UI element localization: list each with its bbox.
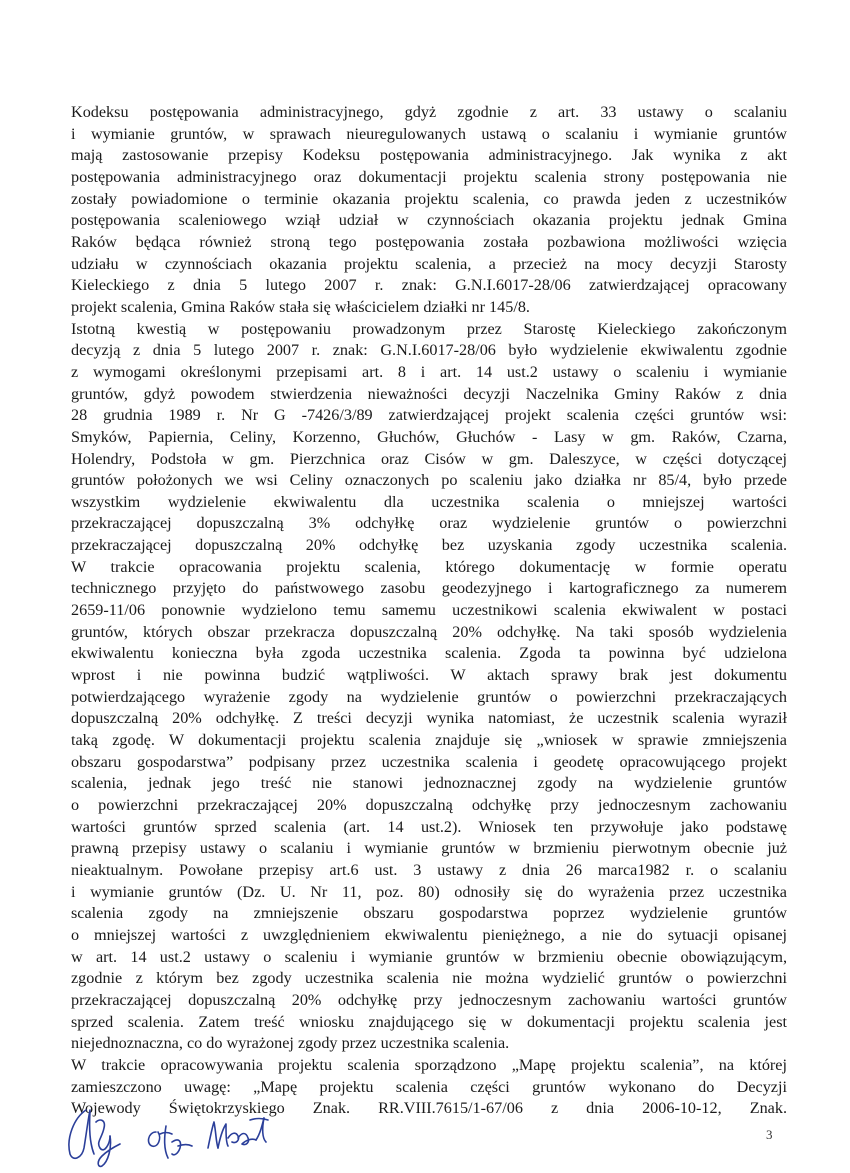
text-line: W trakcie opracowania projektu scalenia, którego dokumentację w formie operatu [71, 557, 787, 576]
text-line: przekraczającej dopuszczalną 20% odchyłkę przy jednoczesnym zachowaniu wartości gruntów [71, 990, 787, 1009]
text-line: zostały powiadomione o terminie okazania projektu scalenia, co prawda jeden z uczestników [71, 189, 787, 208]
text-line: dopuszczalną 20% odchyłkę. Z treści decyzji wynika natomiast, że uczestnik scalenia wyraził [71, 709, 787, 728]
text-line: postępowania scaleniowego wziął udział w czynnościach okazania projektu jednak Gmina [71, 211, 787, 230]
text-line: przekraczającej dopuszczalną 3% odchyłkę oraz wydzielenie gruntów o powierzchni [71, 514, 787, 533]
body-text [71, 102, 787, 1120]
text-line: scalenia, jednak jego treść nie stanowi jednoznacznej zgody na wydzielenie gruntów [71, 774, 787, 793]
text-line: Kodeksu postępowania administracyjnego, gdyż zgodnie z art. 33 ustawy o scalaniu [71, 103, 787, 121]
text-line: mają zastosowanie przepisy Kodeksu postępowania administracyjnego. Jak wynika z akt [71, 146, 787, 165]
text-line: zamieszczono uwagę: „Mapę projektu scalenia części gruntów wykonano do Decyzji [71, 1077, 787, 1096]
text-line: technicznego przyjęto do państwowego zasobu geodezyjnego i kartograficznego za numerem [71, 579, 787, 598]
text-line: W trakcie opracowywania projektu scalenia sporządzono „Mapę projektu scalenia”, na której [71, 1055, 787, 1074]
text-line: potwierdzającego wyrażenie zgody na wydzielenie gruntów o powierzchni przekraczających [71, 687, 787, 706]
text-line: prawną przepisy ustawy o scalaniu i wymianie gruntów w brzmieniu pierwotnym obecnie już [71, 839, 787, 858]
signature-initials-graphic [60, 1098, 300, 1168]
text-line: udziału w czynnościach okazania projektu scalenia, a przecież na mocy decyzji Starosty [71, 254, 787, 273]
text-line: postępowania administracyjnego oraz dokumentacji projektu scalenia strony postępowania nie [71, 167, 787, 186]
text-line: gruntów położonych we wsi Celiny oznaczonych po scaleniu jako działka nr 85/4, było przede [71, 471, 787, 490]
text-line: gruntów, gdyż powodem stwierdzenia nieważności decyzji Naczelnika Gminy Raków z dnia [71, 384, 787, 403]
text-line: i wymianie gruntów, w sprawach nieuregulowanych ustawą o scalaniu i wymianie gruntów [71, 124, 787, 143]
text-line: sprzed scalenia. Zatem treść wniosku znajdującego się w dokumentacji projektu scalenia jest [71, 1012, 787, 1031]
text-line: z wymogami określonymi przepisami art. 8 i art. 14 ust.2 ustawy o scaleniu i wymianie [71, 362, 787, 381]
text-line: gruntów, których obszar przekracza dopuszczalną 20% odchyłkę. Na taki sposób wydzielenia [71, 622, 787, 641]
text-line: wszystkim wydzielenie ekwiwalentu dla uczestnika scalenia o mniejszej wartości [71, 492, 787, 511]
text-line: decyzją z dnia 5 lutego 2007 r. znak: G.N.I.6017-28/06 było wydzielenie ekwiwalentu zgodnie [71, 341, 787, 360]
text-line: projekt scalenia, Gmina Raków stała się właścicielem działki nr 145/8. [71, 297, 530, 316]
text-line: Holendry, Podstoła w gm. Pierzchnica oraz Cisów w gm. Daleszyce, w części dotyczącej [71, 449, 787, 468]
page-number: 3 [766, 1127, 773, 1142]
text-line: zgodnie z którym bez zgody uczestnika scalenia nie można wydzielić gruntów o powierzchni [71, 969, 787, 988]
text-line: Smyków, Papiernia, Celiny, Korzenno, Głuchów, Głuchów - Lasy w gm. Raków, Czarna, [71, 427, 787, 446]
text-line: Wojewody Świętokrzyskiego Znak. RR.VIII.7615/1-67/06 z dnia 2006-10-12, Znak. [71, 1099, 787, 1118]
text-line: scalenia zgody na zmniejszenie obszaru gospodarstwa poprzez wydzielenie gruntów [71, 904, 787, 923]
text-line: w art. 14 ust.2 ustawy o scaleniu i wymianie gruntów w brzmieniu obecnie obowiązującym, [71, 947, 787, 966]
text-line: obszaru gospodarstwa” podpisany przez uczestnika scalenia i geodetę opracowującego projekt [71, 752, 787, 771]
text-line: Istotną kwestią w postępowaniu prowadzonym przez Starostę Kieleckiego zakończonym [71, 319, 787, 338]
text-line: wartości gruntów sprzed scalenia (art. 14 ust.2). Wniosek ten przywołuje jako podstawę [71, 817, 787, 836]
text-line: przekraczającej dopuszczalną 20% odchyłkę bez uzyskania zgody uczestnika scalenia. [71, 536, 787, 555]
text-line: i wymianie gruntów (Dz. U. Nr 11, poz. 80) odnosiły się do wyrażenia przez uczestnika [71, 882, 787, 901]
text-line: nieaktualnym. Powołane przepisy art.6 ust. 3 ustawy z dnia 26 marca1982 r. o scalaniu [71, 860, 787, 879]
text-line: taką zgodę. W dokumentacji projektu scalenia znajduje się „wniosek w sprawie zmniejszenia [71, 731, 787, 750]
text-line: Kieleckiego z dnia 5 lutego 2007 r. znak: G.N.I.6017-28/06 zatwierdzającej opracowany [71, 276, 787, 295]
text-line: wprost i nie powinna budzić wątpliwości. W aktach sprawy brak jest dokumentu [71, 666, 787, 685]
text-line: o powierzchni przekraczającej 20% dopuszczalną odchyłkę przy jednoczesnym zachowaniu [71, 796, 787, 814]
text-line: Raków będąca również stroną tego postępowania została pozbawiona możliwości wzięcia [71, 232, 787, 251]
text-line: 2659-11/06 ponownie wydzielono temu samemu uczestnikowi scalenia ekwiwalent w postaci [71, 601, 787, 620]
text-line: niejednoznaczna, co do wyrażonej zgody przez uczestnika scalenia. [71, 1034, 510, 1053]
handwritten-initials [60, 1098, 300, 1168]
text-line: 28 grudnia 1989 r. Nr G -7426/3/89 zatwierdzającej projekt scalenia części gruntów wsi: [71, 406, 787, 425]
text-line: ekwiwalentu konieczna była zgoda uczestnika scalenia. Zgoda ta powinna być udzielona [71, 644, 787, 663]
text-line: o mniejszej wartości z uwzględnieniem ekwiwalentu pieniężnego, a nie do sytuacji opisanej [71, 925, 787, 944]
